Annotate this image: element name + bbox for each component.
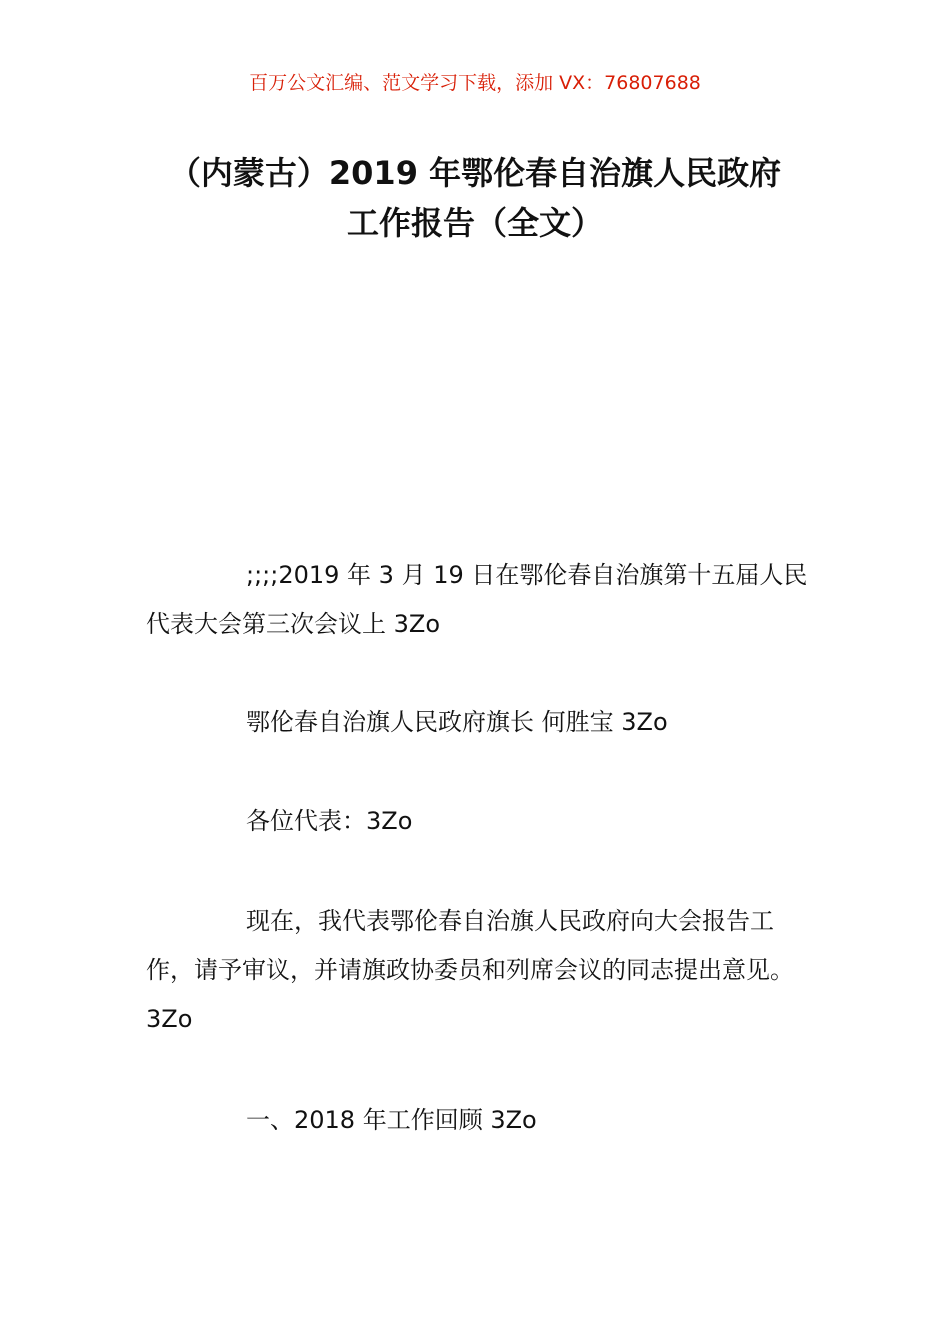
speaker-paragraph: 鄂伦春自治旗人民政府旗长 何胜宝 3Zo: [246, 708, 668, 736]
header-watermark-note: 百万公文汇编、范文学习下载，添加 VX：76807688: [249, 72, 701, 94]
meeting-info-paragraph: ;;;;2019 年 3 月 19 日在鄂伦春自治旗第十五届人民代表大会第三次会议上 3Zo: [146, 561, 808, 638]
salutation-paragraph: 各位代表：3Zo: [246, 807, 413, 835]
section-heading-paragraph: 一、2018 年工作回顾 3Zo: [246, 1106, 537, 1134]
title-line-1: （内蒙古）2019 年鄂伦春自治旗人民政府: [168, 154, 782, 192]
opening-paragraph: 现在，我代表鄂伦春自治旗人民政府向大会报告工作，请予审议，并请旗政协委员和列席会议的同志提出意见。3Zo: [146, 907, 794, 1033]
document-title: [140, 148, 810, 248]
title-line-2: 工作报告（全文）: [346, 204, 603, 242]
